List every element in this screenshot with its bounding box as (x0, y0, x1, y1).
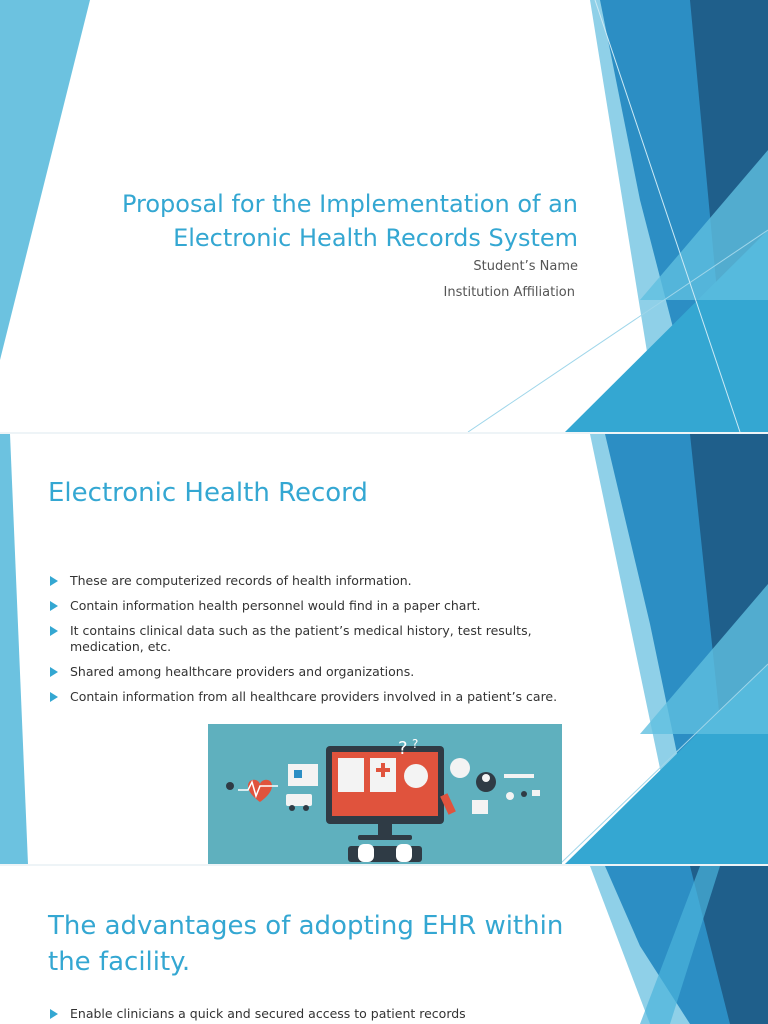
ehr-illustration (208, 724, 562, 864)
list-item: Enable clinicians a quick and secured access to patient records (48, 1006, 568, 1022)
list-item: Shared among healthcare providers and organizations. (48, 664, 568, 680)
list-item: Contain information health personnel would find in a paper chart. (48, 598, 568, 614)
svg-text:?: ? (412, 737, 419, 751)
bullet-arrow-icon (50, 1009, 58, 1019)
slide-2 (0, 434, 768, 864)
bullet-arrow-icon (50, 667, 58, 677)
bullet-arrow-icon (50, 576, 58, 586)
advantages-heading: The advantages of adopting EHR within the facility. (48, 911, 564, 977)
slide-3 (0, 866, 768, 1024)
ehr-bullet-list (48, 573, 568, 714)
student-name: Student’s Name (473, 259, 578, 274)
slide-1 (0, 0, 768, 432)
bullet-arrow-icon (50, 601, 58, 611)
bullet-arrow-icon (50, 692, 58, 702)
list-item: Contain information from all healthcare providers involved in a patient’s care. (48, 689, 568, 705)
bullet-arrow-icon (50, 626, 58, 636)
advantages-bullet-list (48, 1006, 568, 1024)
institution-affiliation: Institution Affiliation (443, 285, 575, 300)
title-slide-heading: Proposal for the Implementation of an Electronic Health Records System (121, 190, 578, 252)
svg-text:?: ? (398, 738, 408, 759)
list-item: These are computerized records of health information. (48, 573, 568, 589)
ehr-heading: Electronic Health Record (48, 478, 368, 508)
list-item: It contains clinical data such as the patient’s medical history, test results, medication, etc. (48, 623, 568, 655)
